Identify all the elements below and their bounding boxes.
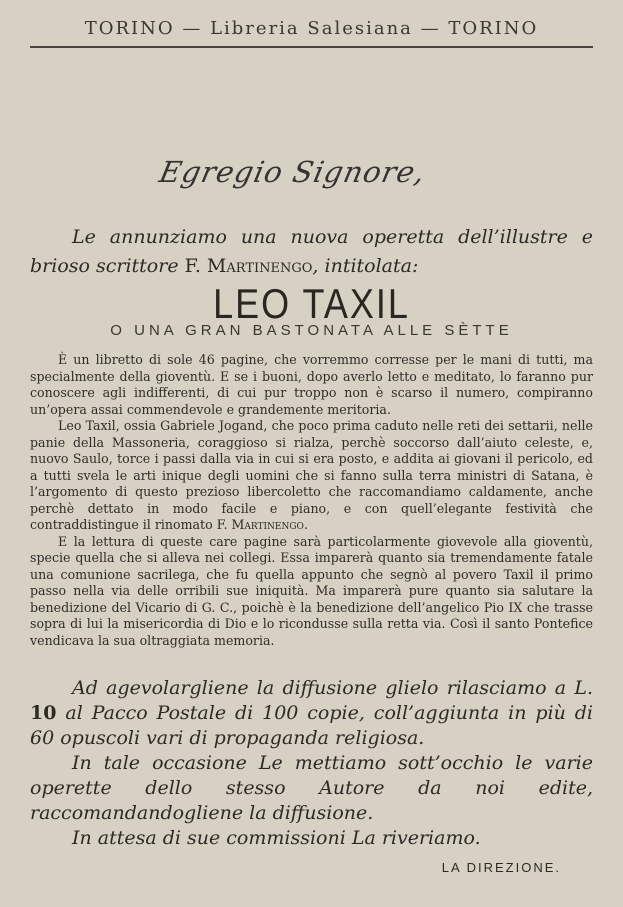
- book-subtitle: O UNA GRAN BASTONATA ALLE SÈTTE: [110, 322, 513, 339]
- intro-paragraph: [30, 223, 593, 281]
- intro-text: Le annunziamo una nuova operetta dell’illustre e brioso scrittore: [30, 226, 593, 277]
- body-paragraph-2-end: .: [303, 517, 308, 532]
- body-paragraph-2-text: Leo Taxil, ossia Gabriele Jogand, che poco prima caduto nelle reti dei settarii, nelle panie della Massoneria, coraggioso si rialza, perchè soccorso dall’aiuto celeste, e, nuovo Saulo, torce i passi dalla via in cui si era posto, e addita ai giovani il pericolo, ed a tutti svela le arti inique degli uomini che si fanno sulla terra ministri di Satana, è l’argomento di questo prezioso libercoletto che raccomandiamo caldamente, anche perchè dettato in modo facile e piano, e con quell’elegante festività che contraddistingue il rinomato: [30, 418, 593, 532]
- offer-section: [30, 676, 593, 851]
- intro-author: F. Martinengo: [184, 255, 313, 277]
- description-body: [30, 352, 593, 649]
- offer-paragraph-3: In attesa di sue commissioni La riveriamo.: [72, 827, 481, 849]
- header-rule: [30, 46, 593, 48]
- body-paragraph-3: E la lettura di queste care pagine sarà particolarmente giovevole alla gioventù, specie quella che si alleva nei collegi. Essa imparerà quanto sia tremendamente fatale una comunione sacrilega, che fu quella appunto che segnò al povero Taxil il primo passo nella via delle orribili sue iniquità. Ma imparerà pure quanto sia salutare la benedizione del Vicario di G. C., poichè è la benedizione dell’angelico Pio IX che trasse sopra di lui la misericordia di Dio e lo ricondusse sulla retta via. Così il santo Pontefice vendicava la sua oltraggiata memoria.: [30, 533, 593, 648]
- offer-paragraph-2: In tale occasione Le mettiamo sott’occhio le varie operette dello stesso Autore da noi edite, raccomandandogliene la diffusione.: [30, 752, 593, 824]
- salutation: Egregio Signore,: [156, 155, 429, 189]
- body-paragraph-2: [30, 418, 593, 534]
- offer-price: 10: [30, 702, 57, 724]
- body-paragraph-2-author: F. Martinengo: [216, 517, 304, 532]
- intro-after: , intitolata:: [312, 255, 419, 277]
- body-paragraph-1: È un libretto di sole 46 pagine, che vorremmo corresse per le mani di tutti, ma specialmente della gioventù. E se i buoni, dopo averlo letto e meditato, lo faranno pur conoscere agli indifferenti, di cui pur troppo non è scarso il numero, compiranno un’opera assai commendevole e grandemente meritoria.: [30, 352, 593, 417]
- offer-text-end: al Pacco Postale di 100 copie, coll’aggiunta in più di 60 opuscoli vari di propaganda religiosa.: [30, 702, 593, 749]
- book-title: LEO TAXIL: [213, 279, 410, 327]
- signature: LA DIREZIONE.: [441, 860, 561, 875]
- offer-paragraph-1: [30, 676, 593, 751]
- page-header: TORINO — Libreria Salesiana — TORINO: [84, 18, 539, 39]
- offer-text-start: Ad agevolargliene la diffusione glielo rilasciamo a L.: [72, 677, 593, 699]
